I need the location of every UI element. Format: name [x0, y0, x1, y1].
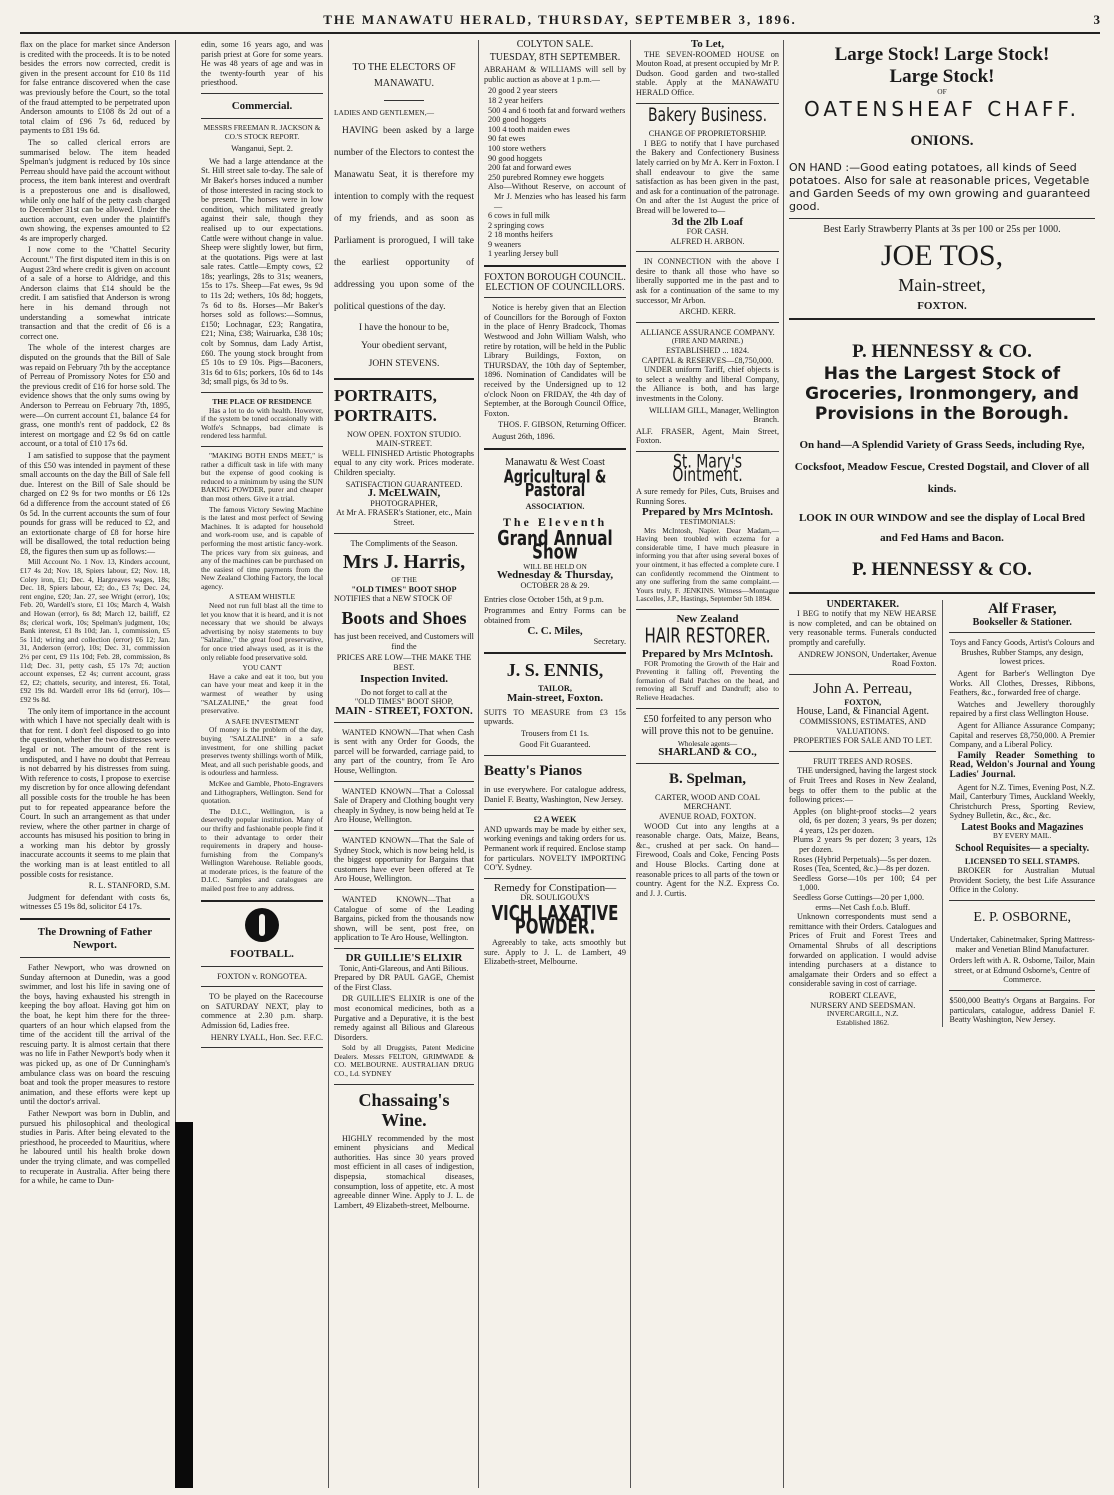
sale-list [484, 86, 626, 259]
divider [949, 900, 1095, 901]
column-4 [484, 40, 626, 1488]
ad-body: Programmes and Entry Forms can be obtained from [484, 606, 626, 625]
list-item: 250 purebred Romney ewe hoggets [488, 172, 604, 182]
ad-line: Secretary. [593, 636, 626, 646]
ad-body: Good Fit Guaranteed. [519, 740, 591, 750]
divider [636, 708, 779, 709]
masthead [20, 6, 1100, 34]
ad-heading: Agricultural & Pastoral [503, 467, 607, 501]
ad-line: TAILOR, [538, 684, 572, 694]
ad-body: ON HAND :—Good eating potatoes, all kinds of Seed potatoes. Also for sale at reasonable prices, Vegetable and Garden Seeds of my own growing and guaranteed good. [789, 160, 1091, 213]
ad-body: On hand—A Splendid Variety of Grass Seeds, including Rye, Cocksfoot, Meadow Fescue, Crested Dogstail, and Clover of all kinds. [794, 438, 1090, 495]
ad-body: BROKER for Australian Mutual Provident Society, the best Life Assurance Office in the Colony. [949, 866, 1095, 895]
signature: ALFRED H. ARBON. [670, 236, 745, 246]
advertiser-name: J. S. ENNIS, [506, 660, 604, 681]
ad-body: in use everywhere. For catalogue address, Daniel F. Beatty, Washington, New Jersey. [484, 785, 626, 804]
ad-body: I BEG to notify that my NEW HEARSE is now completed, and can be obtained on very reasonable terms. Funerals conducted promptly and carefully. [789, 609, 937, 647]
signature: ANDREW JONSON, Undertaker, Avenue Road Foxton. [798, 649, 937, 669]
column-rule [630, 40, 631, 1488]
ad-body: HIGHLY recommended by the most eminent physicians and Medical authorities. Has since 30 years proved most efficient in all cases of indigestion, dispepsia, stomachical diseases, consumption, loss of appetite, etc. A most agreeable dinner Wine. Apply to J. L. de Lambert, 49 Elizabeth-street, Melbourne. [334, 1133, 474, 1210]
ad-line: OF [937, 87, 947, 96]
ad-line: Established 1862. [836, 1017, 890, 1027]
article-paragraph: Mill Account No. 1 Nov. 13, Kinders account, £17 4s 2d; Nov. 18, Spiers labour, £2; Nov. 18, Coley iron, £1; Dec. 4, Hargreaves wages, 18s; Dec. 18, Spiers labour, £2; do., £3 7s; Dec. 24, rent engine, £20; Jan. 27, see Wright (error), 10s; Feb. 20, Wardell's store, £1 10s; March 4, Walsh and Howan (error), 6s 8d; March 12, bailiff, £2 8s; clerical work, 10s; Spelman's judgment, 10s; Bank interest, £1 8s 10d; Jan. 1, commission, £5 5s 11d; wiring and collection (error) £6 12; Jan. 31, Anderson (error), 10s; Dec. 31, commission 2½ per cent, £9 11s 10d; Feb. 28, commission, 8s 11d; Dec. 31, petty cash, £5 17s 7d; auction account expenses, £2 4s; current account, grass £2, £2; chattels, security, and interest, £6. Total, £92 19s 8d. Wardell error 18s 6d (error), 10s—£92 9s 8d. [20, 557, 170, 704]
divider [334, 889, 474, 890]
ad-body: WANTED KNOWN—That a Colossal Sale of Drapery and Clothing bought very cheaply in Sydney, is now being held at Te Aro House, Wellington. [334, 786, 474, 825]
ad-line: TUESDAY, 8TH SEPTEMBER. [489, 51, 621, 63]
ad-body: UNDER uniform Tariff, chief objects is to select a wealthy and liberal Company, the Alliance is both, and has large investments in the Colony. [636, 365, 779, 403]
address-heading: TO THE ELECTORS OF MANAWATU. [352, 62, 456, 89]
ad-line: CAPITAL & RESERVES—£8,750,000. [641, 355, 774, 365]
ad-body: Prepared by DR PAUL GAGE, Chemist of the First Class. [334, 973, 474, 992]
ad-body: WANTED KNOWN—That the Sale of Sydney Stock, which is now being held, is the biggest opportunity for Bargains that customers have ever been offered at Te Aro House, Wellington. [334, 836, 474, 884]
ad-line: 3d the 2lb Loaf [671, 215, 744, 228]
ad-line: At Mr A. FRASER's Stationer, etc., Main Street. [336, 508, 472, 527]
divider [484, 265, 626, 267]
item-heading: YOU CAN'T [242, 663, 282, 673]
article-paragraph: The only item of importance in the account with which I have not specially dealt with is that for rent. I don't feel disposed to go into the question, whether the two distresses were legal or not. The amount of the rent is undisputed, and I have no doubt that Perreau is not debarred by his distresses from suing. With reference to costs, I propose to exercise my discretion by for once allowing defendant all possible costs for the trouble he has been put to for repeated appearance before the Court. In such an arrangement as that under review, where the other partner in charge of accounts has misused his position to bring in a working man his debtor by grossly inaccurate accounts it seems to me plain that the working man is at least entitled to all possible costs for resistance. [20, 706, 170, 879]
ad-line: Inspection Invited. [359, 673, 449, 686]
ad-body: SUITS TO MEASURE from £3 15s upwards. [484, 707, 626, 727]
ad-heading: HAIR RESTORER. [644, 624, 771, 649]
ad-body: IN CONNECTION with the above I desire to thank all those who have so liberally supported me in the past and to ask for a continuation of the same to my successor, Mr Arbon. [636, 257, 779, 305]
article-paragraph: The famous Victory Sewing Machine is the latest and most perfect of Sewing Machines. It is adapted for household and work-room use, and is capable of performing the most artistic fancy-work. The prices vary from six guineas, and any of the machines can be purchased on the easiest of time payments from the New Zealand Clothing Factory, the local agency. [201, 504, 323, 591]
bottom-ad-right [949, 600, 1095, 1028]
ad-heading: School Requisites— a specialty. [955, 843, 1090, 855]
column-rule [783, 40, 784, 1488]
signature: ARCHD. KERR. [679, 307, 736, 317]
ad-body: Sold by all Druggists, Patent Medicine Dealers. Messrs FELTON, GRIMWADE & CO. MELBOURNE. AUSTRALIAN DRUG CO., Ld. SYDNEY [334, 1043, 474, 1079]
ad-body: Undertaker, Cabinetmaker, Spring Mattress-maker and Venetian Blind Manufacturer. [949, 935, 1095, 954]
ad-body: WELL FINISHED Artistic Photographs equal to any city work. Prices moderate. Children specialty. [334, 448, 474, 477]
ad-body: Unknown correspondents must send a remittance with their Orders. Catalogues and Prices of Fruit and Forest Trees and Ornamental Shrubs of all descriptions forwarded on application. I would advise intending purchasers at a distance to amalgamate their Orders and so effect a considerable saving in cost of carriage. [789, 912, 937, 989]
ad-body: Agent for Barber's Wellington Dye Works. All Clothes, Dresses, Ribbons, Feathers, &c., forwarded free of charge. [949, 668, 1095, 698]
ad-line: House, Land, & Financial Agent. [796, 706, 929, 718]
ad-heading: Bakery Business. [647, 104, 768, 127]
divider [20, 957, 170, 958]
advertiser-name: SHARLAND & CO., [658, 746, 757, 759]
ad-line: WILL BE HELD ON [523, 561, 587, 571]
ad-line: NURSERY AND SEEDSMAN. [810, 1000, 916, 1010]
ad-body: AND upwards may be made by either sex, working evenings and taking orders for us. Permanent work if required. Enclose stamp for particulars. NOVELTY IMPORTING CO'Y. Sydney. [484, 824, 626, 873]
ad-line: FOXTON. [917, 299, 967, 312]
list-item: Also—Without Reserve, on account of Mr J. Menzies who has leased his farm— [488, 182, 626, 211]
column-rule [478, 40, 479, 1488]
article-paragraph: I now come to the "Chattel Security Account." The first disputed item in this is on August 23rd where credit is given on account of a sale of a horse to Aldridge, and this Anderson claims that £14 should be the credit. I am satisfied that Anderson is wrong here in his demand through not understanding a somewhat intricate transaction and that the credit of £6 is a correct one. [20, 245, 170, 341]
address-body: HAVING been asked by a large number of the Electors to contest the Manawatu Seat, it is therefore my intention to comply with the request of my friends, and as soon as Parliament is prorogued, I will take the earliest opportunity of addressing you upon some of the political questions of the day. [334, 125, 474, 312]
signature: R. L. STANFORD, S.M. [88, 881, 170, 891]
ad-line: LICENSED TO SELL STAMPS. [964, 856, 1080, 866]
article-paragraph: The whole of the interest charges are disputed on the grounds that the Bill of Sale was repaid on February 7th by the acceptance of Perreau of Promissory Notes for £50 and the previous credit of £16 for horse sold. The evidence shows that the only sums owing by Anderson to Perreau on February 7th, 1895, were—On current account £1, balance £4 for grass, one month's rent of paddock, £2 8s interest on mortgage and £2 9s 6d on cattle account, or a total of £10 17s 6d. [20, 343, 170, 449]
ad-line: "OLD TIMES" BOOT SHOP [351, 584, 457, 594]
ad-body: Trousers from £1 1s. [521, 728, 589, 738]
article-paragraph: TO be played on the Racecourse on SATURDAY NEXT, play to commence at 2.30 p.m. sharp. Admission 6d, Ladies free. [201, 992, 323, 1031]
advertiser-name: John A. Perreau, [813, 680, 913, 697]
ad-body: DR GUILLIE'S ELIXIR is one of the most economical medicines, both as a Purgative and a Depurative, it is the best remedy against all Bilious and Glareous Disorders. [334, 994, 474, 1042]
column-5 [636, 40, 779, 1488]
column-2 [201, 40, 323, 1488]
divider [789, 674, 936, 675]
ad-body: WOOD Cut into any lengths at a reasonable charge. Oats, Maize, Beans, &c., crushed at per sack. On hand—Firewood, Coals and Coke, Fencing Posts and House Blocks. Carting done at reasonable prices to all parts of the town or country. Agent for the N.Z. Express Co. and J. J. Curtis. [636, 821, 779, 898]
ad-line: CHANGE OF PROPRIETORSHIP. [648, 129, 767, 139]
ad-heading: FRUIT TREES AND ROSES. [813, 756, 913, 766]
ad-body: WANTED KNOWN—That when Cash is sent with any Order for Goods, the parcel will be forwarded, carriage paid, to any part of the country, from Te Aro House, Wellington. [334, 727, 474, 776]
ad-body: Notice is hereby given that an Election of Councillors for the Borough of Foxton in the place of Henry Bradcock, Thomas Westwood and John William Walsh, who retire by rotation, will be held in the Public Library Buildings, Foxton, on THURSDAY, the 10th day of September, 1896. Nomination of Candidates will be received by the Undersigned up to 12 o'clock Noon on FRIDAY, the 4th day of September, at the Borough Council Office, Foxton. [484, 303, 626, 418]
ad-body: Family Reader Something to Read, Weldon's Journal and Young Ladies' Journal. [949, 750, 1095, 780]
ad-line: The Eleventh [502, 514, 608, 529]
article-paragraph: "MAKING BOTH ENDS MEET," is rather a difficult task in life with many but the expense of good cooking is reduced to a minimum by using the SUN BAKING POWDER, purer and cheaper than most others. Give it a trial. [201, 450, 323, 503]
ad-heading: Latest Books and Magazines [961, 821, 1084, 833]
list-item: 9 weaners [488, 239, 521, 249]
ad-body: Agent for N.Z. Times, Evening Post, N.Z. Mail, Canterbury Times, Auckland Weekly, Christchurch Press, Sporting Review, Sydney Bulletin, &c., &c., &c. [949, 782, 1095, 821]
article-paragraph: Of money is the problem of the day, buying "SALZALINE" in a safe investment, for one shilling packet preserves twenty shillings worth of Milk, Meat, and all such perishable goods, and is odourless and harmless. [201, 725, 323, 778]
ad-body: I BEG to notify that I have purchased the Bakery and Confectionery Business lately carried on by Mr A. Kerr in Foxton. I shall endeavour to give the same satisfaction as has been given in the past, and ask for a continuation of the patronage. On and after the 1st August the price of Bread will be lowered to— [636, 138, 779, 215]
ad-heading: Boots and Shoes [341, 607, 467, 628]
list-item: 1 yearling Jersey bull [488, 249, 559, 259]
advertiser-name: P. HENNESSY & CO. [852, 340, 1032, 362]
ad-line: Prepared by Mrs McIntosh. [642, 506, 773, 519]
list-item: Roses (Hybrid Perpetuals)—5s per dozen. [793, 854, 932, 864]
ad-line: ESTABLISHED ... 1824. [665, 346, 750, 356]
ad-body: FOR Promoting the Growth of the Hair and Preventing it falling off, Preventing the formation of Bald Patches on the head, and removing all Scruff and Dandruff; also to Relieve Headaches. [636, 658, 779, 703]
bottom-ad-left [789, 600, 936, 1028]
article-paragraph: Father Newport, who was drowned on Sunday afternoon at Dunedin, was a good swimmer, and lost his life in saving one of the boys, having exhausted his strength in keeping the boy afloat. Having got him on the boat, he kept him there for the three-quarters of an hour which elapsed from the time of the accident till the arrival of the rescuing party. It is almost certain that there was no life in Father Newport's body when it was picked up, as one of Dr Cunningham's ambulance class was on board the rescuing boat and took the proper measures to restore animation, and these efforts were kept up until the doctor's arrival. [20, 963, 170, 1107]
divider [201, 446, 323, 447]
ad-line: MAIN - STREET, FOXTON. [335, 705, 473, 718]
divider [334, 830, 474, 831]
divider [334, 1084, 474, 1085]
ad-line: The Compliments of the Season. [350, 538, 458, 548]
ad-line: PROPERTIES FOR SALE AND TO LET. [793, 736, 933, 746]
ad-body: NOTIFIES that a NEW STOCK OF [334, 594, 453, 604]
divider [201, 986, 323, 987]
ad-heading: Beatty's Pianos [484, 763, 582, 780]
ad-line: Main-street, [898, 274, 986, 295]
redaction-bar [175, 1122, 193, 1488]
article-paragraph: Father Newport was born in Dublin, and pursued his philosophical and theological studies in Paris. After being elevated to the priesthood, he proceeded to Mauritius, where he laboured until his health broke down under the trying climate, and was compelled to recuperate in Australia. After being there for a while, he came to Dun- [20, 1108, 170, 1186]
ad-body: Agent for Alliance Assurance Company; Capital and reserves £8,750,000. A Premier Company, and a Liberal Policy. [949, 720, 1095, 750]
column-6 [789, 40, 1095, 1488]
article-paragraph: McKee and Gamble, Photo-Engravers and Lithographers, Wellington. Send for quotation. [201, 778, 323, 806]
salutation: LADIES AND GENTLEMEN,— [334, 108, 434, 117]
divider [201, 1047, 323, 1048]
list-item: 6 cows in full milk [488, 211, 550, 221]
divider [636, 322, 779, 323]
ad-heading: VICH LAXATIVE POWDER. [491, 900, 619, 939]
advertiser-name: B. Spelman, [668, 770, 747, 787]
ad-heading: To Let, [690, 40, 725, 50]
divider [484, 297, 626, 298]
dateline: Wanganui, Sept. 2. [231, 144, 293, 154]
ad-heading: Has the Largest Stock of Groceries, Ironmongery, and Provisions in the Borough. [805, 363, 1079, 424]
article-paragraph: I am satisfied to suppose that the payment of this £50 was intended in payment of these small accounts on the day the Bill of Sale fell due. Interest on the Bill of Sale should be charged on £2 9s for two months or £6 12s 6d a difference from the account stated of £6 0s 5d. In the current accounts the sum of four pounds for grass will be reduced to £2, and an extortionate charge of £8 for horse hire will be disallowed, the total reduction being £8, the figures then sum up as follows:— [20, 450, 170, 556]
article-paragraph: The so called clerical errors are summarised below. The item headed Spelman's judgment is reduced by 10s since Perreau should have paid the account without process, the item bank interest and overdraft is a preposterous one and is disallowed, while only one half of the petty cash charged to December 31st can be allowed. Under the auction account, even under the plaintiff's own showing, the expenses amounted to £2 4s are improperly charged. [20, 137, 170, 243]
signature: ALF. FRASER, Agent, Main Street, Foxton. [636, 426, 779, 446]
ad-heading: Chassaing's Wine. [358, 1089, 450, 1130]
ad-line: COMMISSIONS, ESTIMATES, AND VALUATIONS. [799, 716, 926, 736]
ad-line: NOW OPEN. FOXTON STUDIO. MAIN-STREET. [346, 429, 462, 449]
ad-line: OF THE [391, 575, 417, 585]
ad-body: ABRAHAM & WILLIAMS will sell by public auction as above at 1 p.m.— [484, 65, 626, 84]
ad-line: Wholesale agents— [677, 738, 738, 748]
list-item: Seedless Gorse Cuttings—20 per 1,000. [793, 893, 924, 903]
divider [201, 392, 323, 393]
ad-body: A sure remedy for Piles, Cuts, Bruises and Running Sores. [636, 487, 779, 506]
divider [334, 722, 474, 723]
divider [636, 103, 779, 104]
signature: THOS. F. GIBSON, Returning Officer. [498, 420, 626, 430]
list-item: 100 store wethers [488, 143, 546, 153]
ad-heading: PORTRAITS, PORTRAITS. [334, 385, 437, 425]
divider [334, 781, 474, 782]
divider [20, 918, 170, 920]
stock-report: We had a large attendance at the St. Hill street sale to-day. The sale of Mr Baker's horses induced a number of those interested in racing stock to be present. The horses were in low condition, which militated greatly against their sale, though they realised up to our expectations. Cattle were without change in value. Sheep were slightly lower, but firm, at the quotations. Pigs were at last sale rates. Cattle—Empty cows, £2 18s; yearlings, 28s to 31s; weaners, 15s to 17s. Sheep—Fat ewes, 9s 9d to 11s 2d; wethers, 10s 8d; hoggets, 7s 6d to 8s. Horses—Mr Baker's horses sold as follows:—Somnus, £150; Lochnagar, £23; Rangatira, £21; Nina, £38; Wairuarka, £38 10s; colt by Somnus, dam Lady Artist, £60. The young stock brought from £5 10s to £9 10s. Pigs—Baconers, 31s 6d to 61s; porkers, 10s 6d to 14s 3d; small pigs, 6s 3d to 9s. [201, 156, 323, 387]
advertiser-name: Mrs J. Harris, [342, 551, 466, 574]
ad-heading: Grand Annual Show [497, 525, 613, 563]
ad-heading: Large Stock! Large Stock! [834, 44, 1050, 65]
divider [949, 632, 1095, 633]
divider [201, 93, 323, 94]
ad-body: THE undersigned, having the largest stock of Fruit Trees and Roses in New Zealand, begs to offer them to the public at the following prices:— [789, 766, 937, 805]
ad-line: FOXTON, [844, 697, 882, 707]
signature: WILLIAM GILL, Manager, Wellington Branch. [648, 405, 779, 425]
ad-line: PRICES ARE LOW—THE MAKE THE BEST. [336, 653, 472, 672]
ad-body: Best Early Strawberry Plants at 3s per 100 or 25s per 1000. [823, 223, 1061, 235]
advertiser-name: Alf Fraser, [987, 600, 1057, 617]
ad-body: Toys and Fancy Goods, Artist's Colours and Brushes, Rubber Stamps, any design, lowest prices. [950, 638, 1095, 667]
item-heading: A STEAM WHISTLE [229, 592, 295, 602]
ad-line: "OLD TIMES" BOOT SHOP, [354, 697, 454, 707]
ad-heading: St. Mary's Ointment. [672, 451, 743, 486]
ad-heading: COLYTON SALE. [516, 40, 594, 50]
ad-body: Orders left with A. R. Osborne, Tailor, Main street, or at Edmund Osborne's, Centre of Commerce. [949, 956, 1095, 985]
ad-line: ASSOCIATION. [525, 502, 585, 512]
ad-line: DR. SOULIGOUX'S [520, 893, 590, 903]
article-paragraph: The D.I.C., Wellington, is a deservedly popular institution. Many of our thrifty and fashionable people find it to their advantage to order their requirements in drapery and house-furnishing from the Company's Wellington Warehouse. Reliable goods, at moderate prices, is the feature of the D.I.C. Samples and catalogues are mailed post free to any address. [201, 806, 323, 894]
advertiser-name: C. C. Miles, [527, 625, 583, 638]
divider [789, 318, 1095, 320]
list-item: 500 4 and 6 tooth fat and forward wethers [488, 105, 626, 115]
closing: Your obedient servant, [361, 340, 447, 351]
ad-line: SATISFACTION GUARANTEED. [345, 479, 463, 489]
divider [484, 809, 626, 810]
divider [384, 100, 424, 101]
ad-heading: £2 A WEEK [533, 815, 577, 825]
report-heading: MESSRS FREEMAN R. JACKSON & CO.'S STOCK REPORT. [203, 122, 321, 141]
price-list [789, 807, 936, 903]
ad-line: erms—Net Cash f.o.b. Bluff. [815, 902, 911, 912]
signature: HENRY LYALL, Hon. Sec. F.F.C. [210, 1032, 323, 1042]
divider [201, 118, 323, 119]
ad-heading: Large Stock! [889, 66, 995, 87]
masthead-title: THE MANAWATU HERALD, THURSDAY, SEPTEMBER 3, 1896. [323, 12, 797, 27]
ad-body: LOOK IN OUR WINDOW and see the display of Local Bred and Fed Hams and Bacon. [798, 511, 1086, 544]
advertiser-name: JOE TOS, [880, 238, 1004, 272]
closing: I have the honour to be, [358, 322, 450, 333]
advertiser-name: J. McELWAIN, [367, 487, 441, 500]
ad-line: FOR CASH. [686, 227, 729, 237]
divider [789, 751, 936, 752]
list-item: 90 fat ewes [488, 134, 526, 144]
ad-line: New Zealand [676, 612, 739, 625]
list-item: 200 good hoggets [488, 115, 547, 125]
column-1 [20, 40, 170, 1488]
divider [636, 251, 779, 252]
ad-line: Wednesday & Thursday, [496, 569, 614, 582]
article-paragraph: Have a cake and eat it too, but you can have your meat and keep it in the warmest of weather by using "SALZALINE," the great food preservative. [201, 671, 323, 716]
ad-line: TESTIMONIALS: [679, 516, 736, 526]
list-item: 200 fat and forward ewes [488, 163, 572, 173]
ad-body: Entries close October 15th, at 9 p.m. [484, 594, 604, 604]
ad-line: August 26th, 1896. [492, 431, 555, 441]
article-paragraph: Judgment for defendant with costs 6s, witnesses £5 19s 8d, solicitor £4 17s. [20, 892, 170, 912]
divider [334, 948, 474, 949]
divider [484, 755, 626, 756]
advertiser-name: ROBERT CLEAVE, [829, 990, 897, 1000]
ad-line: Bookseller & Stationer. [972, 616, 1072, 628]
ad-line: Prepared by Mrs McIntosh. [642, 648, 773, 661]
ad-heading: FOXTON BOROUGH COUNCIL. ELECTION OF COUNCILLORS. [484, 272, 626, 293]
ad-line: BY EVERY MAIL. [993, 831, 1052, 841]
list-item: Seedless Gorse—10s per 100; £4 per 1,000. [793, 873, 937, 893]
divider [484, 878, 626, 879]
divider [201, 900, 323, 902]
divider [636, 609, 779, 610]
item-heading: A SAFE INVESTMENT [225, 716, 299, 726]
list-item: Apples (on blight-proof stocks—2 years old, 6s per dozen; 3 years, 9s per dozen; 4 years, 12s per dozen. [793, 806, 937, 835]
list-item: 20 good 2 year steers [488, 86, 558, 96]
divider [334, 378, 474, 380]
list-item: 18 2 year heifers [488, 95, 543, 105]
football-icon [245, 908, 279, 942]
ad-heading: Remedy for Constipation— [493, 881, 617, 894]
ad-body: WANTED KNOWN—That a Catalogue of some of the Leading Bargains, picked from the thousands now shown, will be sent, post free, on application to Te Aro House, Wellington. [334, 894, 474, 943]
ad-line: Do not forget to call at the [360, 687, 448, 697]
divider [789, 218, 1095, 219]
match-title: FOXTON v. RONGOTEA. [217, 971, 307, 981]
ad-body: THE SEVEN-ROOMED HOUSE on Mouton Road, at present occupied by Mr P. Dudson. Good garden and two-stalled stable. Apply at the MANAWATU HERALD Office. [636, 49, 779, 97]
ad-body: has just been received, and Customers will find the [334, 631, 474, 651]
divider [201, 966, 323, 967]
list-item: 2 18 months heifers [488, 230, 553, 240]
advertiser-name: E. P. OSBORNE, [973, 910, 1072, 926]
page-number: 3 [1093, 12, 1100, 27]
column-3 [334, 40, 474, 1488]
ad-line: Manawatu & West Coast [505, 456, 605, 468]
ad-body: $500,000 Beatty's Organs at Bargains. For particulars, catalogue, address Daniel F. Beatty Washington, New Jersey. [949, 996, 1095, 1025]
advertiser-name: P. HENNESSY & CO. [852, 558, 1032, 580]
ad-line: PHOTOGRAPHER, [370, 498, 438, 508]
section-heading: Commercial. [231, 99, 293, 112]
list-item: 90 good hoggets [488, 153, 543, 163]
ad-heading: ONIONS. [910, 132, 974, 149]
ad-body: £50 forfeited to any person who will prove this not to be genuine. [641, 713, 774, 737]
list-item: 100 4 tooth maiden ewes [488, 124, 570, 134]
section-heading: FOOTBALL. [230, 947, 294, 960]
column-rule [328, 40, 329, 1488]
article-heading: The Drowning of Father Newport. [37, 926, 153, 952]
bottom-ad-grid [789, 600, 1095, 1028]
signature: JOHN STEVENS. [368, 358, 440, 369]
item-heading: THE PLACE OF RESIDENCE [212, 397, 312, 406]
article-paragraph: flax on the place for market since Anderson is credited with the proceeds. It is to be noted besides the errors now corrected, credit is given in the present account for £10 8s 11d for false entrance discovered when the case was previously before the Court, so the total of the fraud attempted to be perpetrated upon Anderson amounts to £108 8s 2d out of a total claim of £96 7s 6d, reduced by payments to £81 19s 6d. [20, 40, 170, 136]
ad-line: OCTOBER 28 & 29. [520, 580, 590, 590]
ad-line: (FIRE AND MARINE.) [671, 336, 744, 346]
ad-heading: UNDERTAKER. [826, 598, 899, 610]
list-item: Plums 2 years 9s per dozen; 3 years, 12s per dozen. [793, 835, 937, 855]
divider [949, 990, 1095, 991]
divider [636, 763, 779, 764]
ad-line: AVENUE ROAD, FOXTON. [658, 812, 757, 821]
ad-line: Tonic, Anti-Glareous, and Anti Bilious. [339, 963, 469, 973]
list-item: 2 springing cows [488, 220, 544, 230]
column-rule [942, 600, 943, 1028]
article-paragraph: Need not run full blast all the time to let you know that it is heard, and it is not necessary that we should be always advertising by noisy statements to buy "Salzaline," the great food preservative, for once tried always used, as it is the only reliable food preservative sold. [201, 601, 323, 662]
ad-line: CARTER, WOOD AND COAL MERCHANT. [655, 792, 760, 812]
testimonial: Mrs McIntosh, Napier. Dear Madam,—Having been troubled with eczema for a considerable time, I have much pleasure in informing you that after using several boxes of your ointment, it has effected a complete cure. I can confidently recommend the Ointment to any one suffering from the same complaint.—Yours truly, F. JENKINS. Witness—Montague Lascelles, J.P., Hastings, September 5th 1894. [636, 525, 779, 604]
ad-heading: DR GUILLIE'S ELIXIR [345, 951, 463, 964]
article-paragraph: edin, some 16 years ago, and was parish priest at Gore for some years. He was 48 years of age and was in the twenty-fourth year of his priesthood. [201, 40, 323, 88]
article-paragraph: Has a lot to do with health. However, if the system be toned occasionally with Wolfe's Schnapps, bad climate is rendered less harmful. [201, 405, 323, 441]
ad-body: Watches and Jewellery thoroughly repaired by a first class Wellington House. [949, 699, 1095, 719]
divider [484, 448, 626, 450]
ad-line: Main-street, Foxton. [506, 692, 604, 705]
ad-heading: OATENSHEAF CHAFF. [803, 96, 1081, 121]
ad-line: INVERCARGILL, N.Z. [826, 1009, 899, 1019]
list-item: Roses (Tea, Scented, &c.)—8s per dozen. [793, 864, 930, 874]
divider [334, 533, 474, 534]
divider [484, 652, 626, 654]
divider [789, 592, 1095, 594]
ad-body: Agreeably to take, acts smoothly but sure. Apply to J. L. de Lambert, 49 Elizabeth-street, Melbourne. [484, 938, 626, 967]
ad-heading: ALLIANCE ASSURANCE COMPANY. [640, 327, 775, 337]
